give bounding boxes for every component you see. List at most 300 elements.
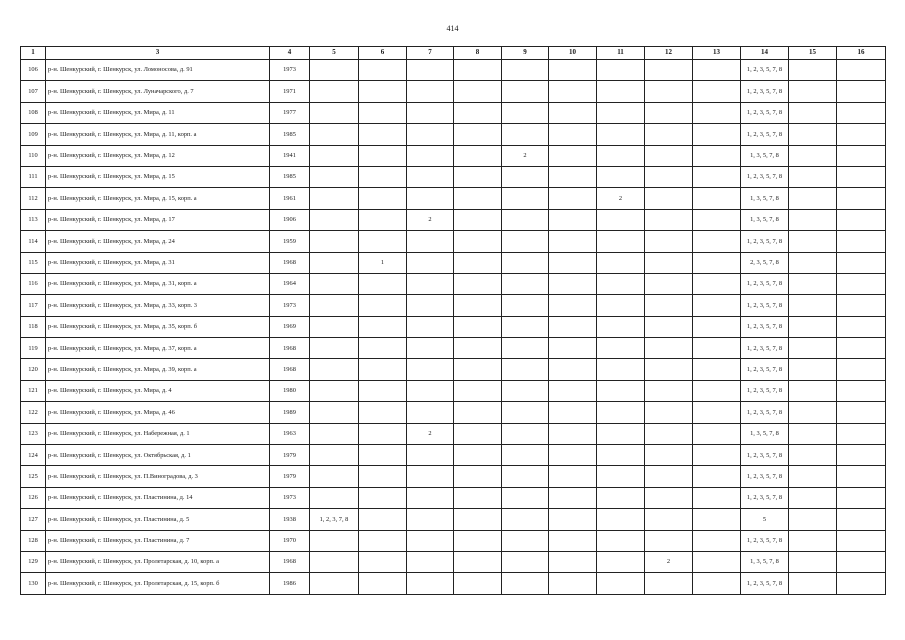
value-cell-c6 bbox=[359, 81, 407, 102]
value-cell-c8 bbox=[454, 124, 502, 145]
table-row bbox=[21, 338, 886, 359]
value-cell-c12 bbox=[645, 445, 693, 466]
value-cell-c11 bbox=[597, 551, 645, 572]
value-cell-c10 bbox=[549, 273, 597, 294]
year-cell: 1989 bbox=[270, 402, 310, 423]
value-cell-c7: 2 bbox=[407, 209, 454, 230]
value-cell-c9 bbox=[502, 295, 549, 316]
value-cell-c9 bbox=[502, 423, 549, 444]
address-cell: р-н. Шенкурский, г. Шенкурск, ул. Мира, д. 11 bbox=[46, 102, 270, 123]
value-cell-c10 bbox=[549, 316, 597, 337]
value-cell-c13 bbox=[693, 380, 741, 401]
value-cell-c9 bbox=[502, 60, 549, 81]
value-cell-c11 bbox=[597, 402, 645, 423]
value-cell-c16 bbox=[837, 530, 886, 551]
table-row bbox=[21, 573, 886, 594]
address-cell: р-н. Шенкурский, г. Шенкурск, ул. Мира, д. 33, корп. 3 bbox=[46, 295, 270, 316]
year-cell: 1971 bbox=[270, 81, 310, 102]
value-cell-c14: 1, 3, 5, 7, 8 bbox=[741, 209, 789, 230]
table-row bbox=[21, 81, 886, 102]
value-cell-c5 bbox=[310, 380, 359, 401]
value-cell-c10 bbox=[549, 338, 597, 359]
value-cell-c7 bbox=[407, 338, 454, 359]
value-cell-c6 bbox=[359, 209, 407, 230]
value-cell-c15 bbox=[789, 295, 837, 316]
value-cell-c14: 2, 3, 5, 7, 8 bbox=[741, 252, 789, 273]
value-cell-c6 bbox=[359, 359, 407, 380]
address-cell: р-н. Шенкурский, г. Шенкурск, ул. Мира, д. 35, корп. б bbox=[46, 316, 270, 337]
year-cell: 1973 bbox=[270, 60, 310, 81]
value-cell-c7 bbox=[407, 145, 454, 166]
column-header: 10 bbox=[549, 47, 597, 60]
address-cell: р-н. Шенкурский, г. Шенкурск, ул. Мира, д. 39, корп. а bbox=[46, 359, 270, 380]
row-number-cell: 125 bbox=[21, 466, 46, 487]
value-cell-c7 bbox=[407, 509, 454, 530]
value-cell-c14: 1, 2, 3, 5, 7, 8 bbox=[741, 445, 789, 466]
table-row bbox=[21, 209, 886, 230]
value-cell-c6 bbox=[359, 60, 407, 81]
column-header: 15 bbox=[789, 47, 837, 60]
address-cell: р-н. Шенкурский, г. Шенкурск, ул. Пластинина, д. 5 bbox=[46, 509, 270, 530]
value-cell-c8 bbox=[454, 60, 502, 81]
value-cell-c16 bbox=[837, 466, 886, 487]
value-cell-c5 bbox=[310, 166, 359, 187]
value-cell-c7 bbox=[407, 359, 454, 380]
year-cell: 1959 bbox=[270, 231, 310, 252]
value-cell-c16 bbox=[837, 316, 886, 337]
value-cell-c11 bbox=[597, 145, 645, 166]
row-number-cell: 109 bbox=[21, 124, 46, 145]
table-row bbox=[21, 124, 886, 145]
table-header-row bbox=[21, 47, 886, 60]
value-cell-c16 bbox=[837, 509, 886, 530]
value-cell-c9 bbox=[502, 402, 549, 423]
value-cell-c14: 5 bbox=[741, 509, 789, 530]
value-cell-c6 bbox=[359, 166, 407, 187]
value-cell-c15 bbox=[789, 273, 837, 294]
value-cell-c6 bbox=[359, 530, 407, 551]
value-cell-c14: 1, 3, 5, 7, 8 bbox=[741, 145, 789, 166]
value-cell-c13 bbox=[693, 573, 741, 594]
address-cell: р-н. Шенкурский, г. Шенкурск, ул. Октябрьская, д. 1 bbox=[46, 445, 270, 466]
value-cell-c9 bbox=[502, 380, 549, 401]
value-cell-c10 bbox=[549, 551, 597, 572]
row-number-cell: 111 bbox=[21, 166, 46, 187]
building-registry-table bbox=[20, 46, 886, 595]
value-cell-c10 bbox=[549, 573, 597, 594]
value-cell-c5 bbox=[310, 466, 359, 487]
year-cell: 1968 bbox=[270, 551, 310, 572]
value-cell-c15 bbox=[789, 380, 837, 401]
value-cell-c15 bbox=[789, 423, 837, 444]
value-cell-c15 bbox=[789, 316, 837, 337]
value-cell-c12 bbox=[645, 102, 693, 123]
value-cell-c13 bbox=[693, 209, 741, 230]
value-cell-c14: 1, 2, 3, 5, 7, 8 bbox=[741, 573, 789, 594]
column-header: 9 bbox=[502, 47, 549, 60]
value-cell-c5 bbox=[310, 124, 359, 145]
value-cell-c11 bbox=[597, 445, 645, 466]
row-number-cell: 126 bbox=[21, 487, 46, 508]
value-cell-c8 bbox=[454, 102, 502, 123]
value-cell-c8 bbox=[454, 359, 502, 380]
row-number-cell: 118 bbox=[21, 316, 46, 337]
value-cell-c15 bbox=[789, 209, 837, 230]
year-cell: 1941 bbox=[270, 145, 310, 166]
value-cell-c16 bbox=[837, 359, 886, 380]
value-cell-c16 bbox=[837, 338, 886, 359]
year-cell: 1968 bbox=[270, 359, 310, 380]
value-cell-c5 bbox=[310, 423, 359, 444]
value-cell-c8 bbox=[454, 166, 502, 187]
value-cell-c5 bbox=[310, 295, 359, 316]
value-cell-c6 bbox=[359, 487, 407, 508]
year-cell: 1980 bbox=[270, 380, 310, 401]
value-cell-c12 bbox=[645, 81, 693, 102]
value-cell-c8 bbox=[454, 423, 502, 444]
year-cell: 1968 bbox=[270, 252, 310, 273]
value-cell-c10 bbox=[549, 145, 597, 166]
year-cell: 1979 bbox=[270, 445, 310, 466]
column-header: 7 bbox=[407, 47, 454, 60]
value-cell-c16 bbox=[837, 145, 886, 166]
value-cell-c13 bbox=[693, 402, 741, 423]
value-cell-c7 bbox=[407, 551, 454, 572]
value-cell-c12 bbox=[645, 402, 693, 423]
value-cell-c8 bbox=[454, 402, 502, 423]
value-cell-c10 bbox=[549, 466, 597, 487]
value-cell-c11 bbox=[597, 81, 645, 102]
value-cell-c11 bbox=[597, 231, 645, 252]
value-cell-c11 bbox=[597, 124, 645, 145]
value-cell-c14: 1, 2, 3, 5, 7, 8 bbox=[741, 380, 789, 401]
value-cell-c7 bbox=[407, 60, 454, 81]
address-cell: р-н. Шенкурский, г. Шенкурск, ул. Пластинина, д. 7 bbox=[46, 530, 270, 551]
value-cell-c5 bbox=[310, 359, 359, 380]
address-cell: р-н. Шенкурский, г. Шенкурск, ул. Пролетарская, д. 10, корп. а bbox=[46, 551, 270, 572]
value-cell-c7 bbox=[407, 573, 454, 594]
value-cell-c12 bbox=[645, 487, 693, 508]
value-cell-c15 bbox=[789, 124, 837, 145]
value-cell-c8 bbox=[454, 231, 502, 252]
value-cell-c6 bbox=[359, 509, 407, 530]
value-cell-c14: 1, 2, 3, 5, 7, 8 bbox=[741, 316, 789, 337]
value-cell-c10 bbox=[549, 166, 597, 187]
value-cell-c9 bbox=[502, 166, 549, 187]
value-cell-c6 bbox=[359, 466, 407, 487]
value-cell-c12 bbox=[645, 316, 693, 337]
value-cell-c9 bbox=[502, 102, 549, 123]
value-cell-c5 bbox=[310, 338, 359, 359]
row-number-cell: 117 bbox=[21, 295, 46, 316]
value-cell-c15 bbox=[789, 530, 837, 551]
column-header: 3 bbox=[46, 47, 270, 60]
value-cell-c10 bbox=[549, 380, 597, 401]
table-row bbox=[21, 60, 886, 81]
value-cell-c9 bbox=[502, 359, 549, 380]
value-cell-c7 bbox=[407, 188, 454, 209]
value-cell-c9 bbox=[502, 81, 549, 102]
value-cell-c5 bbox=[310, 530, 359, 551]
value-cell-c11 bbox=[597, 530, 645, 551]
value-cell-c16 bbox=[837, 380, 886, 401]
value-cell-c7 bbox=[407, 124, 454, 145]
value-cell-c5 bbox=[310, 273, 359, 294]
value-cell-c9 bbox=[502, 466, 549, 487]
row-number-cell: 127 bbox=[21, 509, 46, 530]
value-cell-c10 bbox=[549, 423, 597, 444]
value-cell-c14: 1, 2, 3, 5, 7, 8 bbox=[741, 124, 789, 145]
value-cell-c6 bbox=[359, 445, 407, 466]
value-cell-c7 bbox=[407, 380, 454, 401]
value-cell-c10 bbox=[549, 252, 597, 273]
value-cell-c5 bbox=[310, 487, 359, 508]
value-cell-c12 bbox=[645, 188, 693, 209]
value-cell-c15 bbox=[789, 487, 837, 508]
year-cell: 1973 bbox=[270, 295, 310, 316]
value-cell-c9: 2 bbox=[502, 145, 549, 166]
value-cell-c13 bbox=[693, 359, 741, 380]
value-cell-c12 bbox=[645, 380, 693, 401]
value-cell-c8 bbox=[454, 273, 502, 294]
value-cell-c16 bbox=[837, 295, 886, 316]
table-row bbox=[21, 402, 886, 423]
value-cell-c10 bbox=[549, 402, 597, 423]
value-cell-c6 bbox=[359, 380, 407, 401]
value-cell-c7 bbox=[407, 402, 454, 423]
table-row bbox=[21, 166, 886, 187]
table-row bbox=[21, 359, 886, 380]
value-cell-c16 bbox=[837, 231, 886, 252]
value-cell-c14: 1, 2, 3, 5, 7, 8 bbox=[741, 102, 789, 123]
row-number-cell: 110 bbox=[21, 145, 46, 166]
address-cell: р-н. Шенкурский, г. Шенкурск, ул. Мира, д. 17 bbox=[46, 209, 270, 230]
value-cell-c13 bbox=[693, 166, 741, 187]
value-cell-c11 bbox=[597, 273, 645, 294]
value-cell-c10 bbox=[549, 124, 597, 145]
year-cell: 1985 bbox=[270, 124, 310, 145]
value-cell-c15 bbox=[789, 145, 837, 166]
table-body bbox=[21, 60, 886, 595]
row-number-cell: 128 bbox=[21, 530, 46, 551]
column-header: 16 bbox=[837, 47, 886, 60]
value-cell-c9 bbox=[502, 509, 549, 530]
year-cell: 1977 bbox=[270, 102, 310, 123]
row-number-cell: 115 bbox=[21, 252, 46, 273]
value-cell-c13 bbox=[693, 487, 741, 508]
table-row bbox=[21, 188, 886, 209]
value-cell-c5: 1, 2, 3, 7, 8 bbox=[310, 509, 359, 530]
table-row bbox=[21, 295, 886, 316]
value-cell-c15 bbox=[789, 551, 837, 572]
value-cell-c15 bbox=[789, 466, 837, 487]
value-cell-c5 bbox=[310, 81, 359, 102]
value-cell-c11 bbox=[597, 338, 645, 359]
row-number-cell: 106 bbox=[21, 60, 46, 81]
row-number-cell: 122 bbox=[21, 402, 46, 423]
value-cell-c14: 1, 2, 3, 5, 7, 8 bbox=[741, 273, 789, 294]
value-cell-c9 bbox=[502, 573, 549, 594]
value-cell-c11: 2 bbox=[597, 188, 645, 209]
value-cell-c6 bbox=[359, 551, 407, 572]
value-cell-c13 bbox=[693, 338, 741, 359]
value-cell-c13 bbox=[693, 530, 741, 551]
row-number-cell: 123 bbox=[21, 423, 46, 444]
value-cell-c14: 1, 2, 3, 5, 7, 8 bbox=[741, 530, 789, 551]
value-cell-c7 bbox=[407, 252, 454, 273]
value-cell-c13 bbox=[693, 445, 741, 466]
column-header: 6 bbox=[359, 47, 407, 60]
value-cell-c11 bbox=[597, 252, 645, 273]
value-cell-c11 bbox=[597, 209, 645, 230]
value-cell-c10 bbox=[549, 487, 597, 508]
address-cell: р-н. Шенкурский, г. Шенкурск, ул. Мира, д. 24 bbox=[46, 231, 270, 252]
value-cell-c13 bbox=[693, 273, 741, 294]
year-cell: 1970 bbox=[270, 530, 310, 551]
year-cell: 1969 bbox=[270, 316, 310, 337]
value-cell-c8 bbox=[454, 530, 502, 551]
value-cell-c5 bbox=[310, 445, 359, 466]
row-number-cell: 108 bbox=[21, 102, 46, 123]
value-cell-c7 bbox=[407, 487, 454, 508]
value-cell-c12 bbox=[645, 509, 693, 530]
value-cell-c12 bbox=[645, 209, 693, 230]
value-cell-c10 bbox=[549, 359, 597, 380]
column-header: 11 bbox=[597, 47, 645, 60]
value-cell-c11 bbox=[597, 423, 645, 444]
value-cell-c15 bbox=[789, 252, 837, 273]
value-cell-c16 bbox=[837, 81, 886, 102]
value-cell-c9 bbox=[502, 124, 549, 145]
value-cell-c5 bbox=[310, 402, 359, 423]
value-cell-c15 bbox=[789, 60, 837, 81]
table-row bbox=[21, 551, 886, 572]
value-cell-c5 bbox=[310, 145, 359, 166]
value-cell-c14: 1, 2, 3, 5, 7, 8 bbox=[741, 295, 789, 316]
value-cell-c11 bbox=[597, 295, 645, 316]
table-row bbox=[21, 530, 886, 551]
value-cell-c10 bbox=[549, 81, 597, 102]
value-cell-c16 bbox=[837, 487, 886, 508]
value-cell-c5 bbox=[310, 551, 359, 572]
address-cell: р-н. Шенкурский, г. Шенкурск, ул. Пролетарская, д. 15, корп. б bbox=[46, 573, 270, 594]
row-number-cell: 121 bbox=[21, 380, 46, 401]
page-number: 414 bbox=[446, 24, 459, 33]
value-cell-c8 bbox=[454, 252, 502, 273]
value-cell-c11 bbox=[597, 102, 645, 123]
address-cell: р-н. Шенкурский, г. Шенкурск, ул. Набережная, д. 1 bbox=[46, 423, 270, 444]
value-cell-c5 bbox=[310, 102, 359, 123]
column-header: 12 bbox=[645, 47, 693, 60]
year-cell: 1979 bbox=[270, 466, 310, 487]
value-cell-c15 bbox=[789, 573, 837, 594]
value-cell-c11 bbox=[597, 166, 645, 187]
value-cell-c6: 1 bbox=[359, 252, 407, 273]
value-cell-c6 bbox=[359, 316, 407, 337]
value-cell-c8 bbox=[454, 445, 502, 466]
value-cell-c13 bbox=[693, 60, 741, 81]
column-header: 13 bbox=[693, 47, 741, 60]
column-header: 1 bbox=[21, 47, 46, 60]
table-row bbox=[21, 102, 886, 123]
year-cell: 1985 bbox=[270, 166, 310, 187]
address-cell: р-н. Шенкурский, г. Шенкурск, ул. Мира, д. 46 bbox=[46, 402, 270, 423]
value-cell-c7 bbox=[407, 530, 454, 551]
column-header: 14 bbox=[741, 47, 789, 60]
value-cell-c8 bbox=[454, 295, 502, 316]
value-cell-c6 bbox=[359, 573, 407, 594]
value-cell-c13 bbox=[693, 509, 741, 530]
value-cell-c6 bbox=[359, 124, 407, 145]
value-cell-c15 bbox=[789, 445, 837, 466]
row-number-cell: 113 bbox=[21, 209, 46, 230]
value-cell-c8 bbox=[454, 145, 502, 166]
value-cell-c8 bbox=[454, 380, 502, 401]
year-cell: 1973 bbox=[270, 487, 310, 508]
value-cell-c16 bbox=[837, 166, 886, 187]
value-cell-c12 bbox=[645, 573, 693, 594]
value-cell-c14: 1, 2, 3, 5, 7, 8 bbox=[741, 166, 789, 187]
value-cell-c5 bbox=[310, 188, 359, 209]
value-cell-c12 bbox=[645, 423, 693, 444]
value-cell-c12 bbox=[645, 231, 693, 252]
column-header: 8 bbox=[454, 47, 502, 60]
value-cell-c7 bbox=[407, 295, 454, 316]
value-cell-c9 bbox=[502, 338, 549, 359]
value-cell-c9 bbox=[502, 273, 549, 294]
address-cell: р-н. Шенкурский, г. Шенкурск, ул. Мира, д. 4 bbox=[46, 380, 270, 401]
row-number-cell: 107 bbox=[21, 81, 46, 102]
value-cell-c14: 1, 2, 3, 5, 7, 8 bbox=[741, 359, 789, 380]
value-cell-c16 bbox=[837, 551, 886, 572]
address-cell: р-н. Шенкурский, г. Шенкурск, ул. Мира, д. 15 bbox=[46, 166, 270, 187]
value-cell-c7 bbox=[407, 445, 454, 466]
table-row bbox=[21, 145, 886, 166]
address-cell: р-н. Шенкурский, г. Шенкурск, ул. Мира, д. 15, корп. а bbox=[46, 188, 270, 209]
row-number-cell: 112 bbox=[21, 188, 46, 209]
year-cell: 1938 bbox=[270, 509, 310, 530]
address-cell: р-н. Шенкурский, г. Шенкурск, ул. П.Виноградова, д. 3 bbox=[46, 466, 270, 487]
value-cell-c7: 2 bbox=[407, 423, 454, 444]
address-cell: р-н. Шенкурский, г. Шенкурск, ул. Ломоносова, д. 91 bbox=[46, 60, 270, 81]
year-cell: 1961 bbox=[270, 188, 310, 209]
value-cell-c8 bbox=[454, 487, 502, 508]
value-cell-c11 bbox=[597, 60, 645, 81]
value-cell-c11 bbox=[597, 573, 645, 594]
row-number-cell: 114 bbox=[21, 231, 46, 252]
value-cell-c10 bbox=[549, 530, 597, 551]
value-cell-c16 bbox=[837, 102, 886, 123]
value-cell-c16 bbox=[837, 573, 886, 594]
value-cell-c8 bbox=[454, 209, 502, 230]
row-number-cell: 120 bbox=[21, 359, 46, 380]
value-cell-c14: 1, 2, 3, 5, 7, 8 bbox=[741, 81, 789, 102]
value-cell-c16 bbox=[837, 188, 886, 209]
value-cell-c8 bbox=[454, 316, 502, 337]
value-cell-c14: 1, 2, 3, 5, 7, 8 bbox=[741, 60, 789, 81]
value-cell-c5 bbox=[310, 209, 359, 230]
value-cell-c8 bbox=[454, 551, 502, 572]
value-cell-c15 bbox=[789, 359, 837, 380]
value-cell-c8 bbox=[454, 188, 502, 209]
table-row bbox=[21, 316, 886, 337]
value-cell-c6 bbox=[359, 338, 407, 359]
value-cell-c5 bbox=[310, 231, 359, 252]
value-cell-c14: 1, 3, 5, 7, 8 bbox=[741, 188, 789, 209]
value-cell-c11 bbox=[597, 487, 645, 508]
value-cell-c11 bbox=[597, 509, 645, 530]
value-cell-c13 bbox=[693, 188, 741, 209]
